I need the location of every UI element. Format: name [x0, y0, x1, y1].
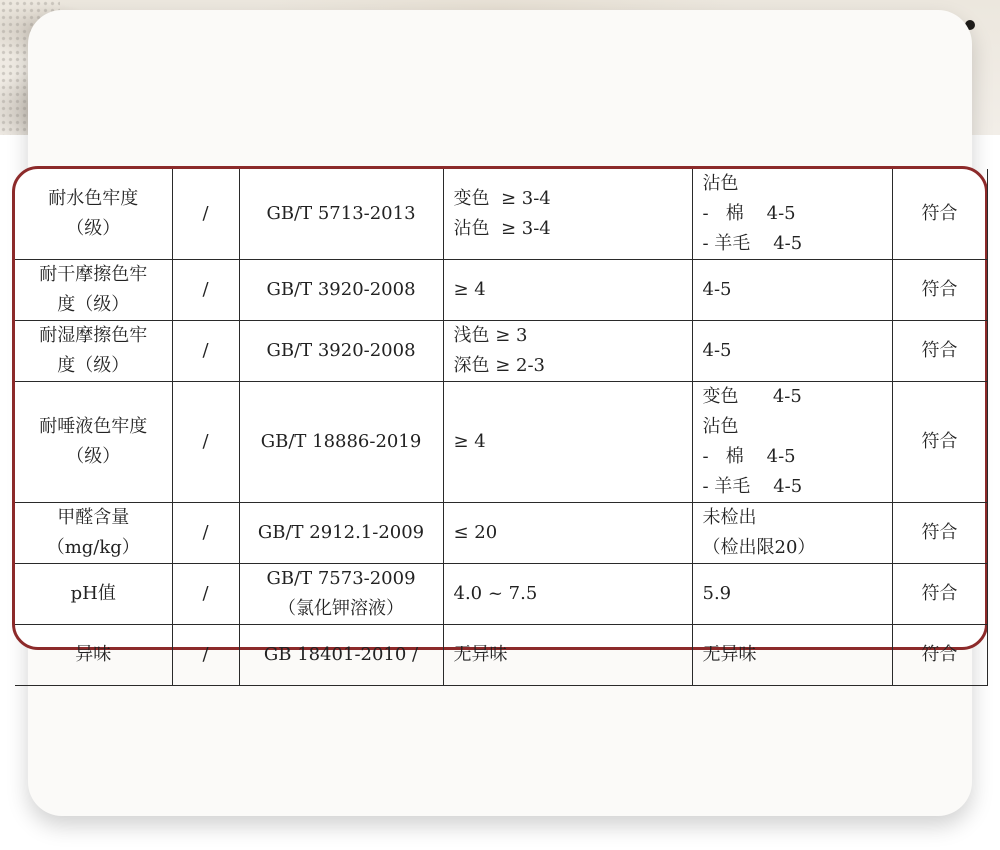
cell-unit-line: / — [202, 431, 209, 452]
cell-standard — [239, 260, 443, 321]
cell-test-item — [15, 382, 172, 503]
cell-standard-line: GB/T 3920-2008 — [266, 279, 416, 300]
cell-test-item-line: 甲醛含量 — [57, 507, 130, 528]
cell-requirement-line: ≥ 4 — [453, 279, 486, 300]
cell-test-item-line: 耐湿摩擦色牢 — [39, 325, 148, 346]
test-report-table-frame — [12, 166, 988, 665]
cell-unit — [172, 260, 239, 321]
cell-standard-line: GB/T 5713-2013 — [266, 203, 416, 224]
cell-result-line: - 棉 4-5 — [702, 203, 796, 224]
test-report-table — [15, 169, 988, 686]
cell-verdict — [892, 382, 987, 503]
cell-result — [692, 169, 892, 260]
cell-result-line: 4-5 — [702, 340, 732, 361]
cell-unit — [172, 169, 239, 260]
cell-requirement-line: 变色 ≥ 3-4 — [453, 188, 551, 209]
cell-verdict-line: 符合 — [921, 583, 958, 604]
table-row — [15, 321, 987, 382]
table-row — [15, 260, 987, 321]
cell-verdict-line: 符合 — [921, 340, 958, 361]
cell-test-item-line: pH值 — [70, 583, 116, 604]
cell-unit-line: / — [202, 644, 209, 665]
cell-requirement-line: 浅色 ≥ 3 — [453, 325, 528, 346]
cell-result-line: 沾色 — [702, 173, 739, 194]
cell-standard — [239, 321, 443, 382]
cell-result-line: 无异味 — [702, 644, 757, 665]
cell-test-item-line: （级） — [66, 218, 121, 239]
cell-requirement — [443, 564, 692, 625]
cell-unit-line: / — [202, 203, 209, 224]
cell-result-line: 5.9 — [702, 583, 732, 604]
cell-test-item-line: （mg/kg） — [46, 537, 140, 558]
table-row — [15, 169, 987, 260]
cell-standard — [239, 169, 443, 260]
cell-requirement-line: 无异味 — [453, 644, 508, 665]
cell-result-line: 未检出 — [702, 507, 757, 528]
cell-test-item-line: 耐干摩擦色牢 — [39, 264, 148, 285]
cell-requirement-line: ≥ 4 — [453, 431, 486, 452]
cell-requirement-line: 深色 ≥ 2-3 — [453, 355, 546, 376]
cell-unit — [172, 625, 239, 686]
cell-test-item — [15, 260, 172, 321]
cell-result — [692, 503, 892, 564]
cell-standard-line: GB/T 3920-2008 — [266, 340, 416, 361]
table-row — [15, 503, 987, 564]
cell-unit-line: / — [202, 279, 209, 300]
cell-verdict-line: 符合 — [921, 203, 958, 224]
cell-requirement — [443, 260, 692, 321]
cell-verdict — [892, 625, 987, 686]
cell-result-line: - 羊毛 4-5 — [702, 476, 803, 497]
cell-standard-line: GB/T 18886-2019 — [260, 431, 422, 452]
cell-requirement — [443, 503, 692, 564]
cell-requirement-line: 沾色 ≥ 3-4 — [453, 218, 551, 239]
cell-test-item-line: 耐水色牢度 — [48, 188, 139, 209]
cell-standard — [239, 382, 443, 503]
cell-verdict-line: 符合 — [921, 279, 958, 300]
cell-test-item-line: 异味 — [75, 644, 112, 665]
cell-verdict-line: 符合 — [921, 644, 958, 665]
cell-standard — [239, 503, 443, 564]
cell-standard-line: GB/T 7573-2009 — [266, 568, 416, 589]
cell-test-item-line: （级） — [66, 446, 121, 467]
cell-test-item — [15, 564, 172, 625]
cell-standard — [239, 564, 443, 625]
cell-test-item — [15, 169, 172, 260]
cell-verdict — [892, 321, 987, 382]
cell-standard-line: GB 18401-2010 / — [263, 644, 419, 665]
table-row — [15, 564, 987, 625]
cell-test-item — [15, 503, 172, 564]
cell-result-line: （检出限20） — [702, 537, 816, 558]
cell-verdict — [892, 564, 987, 625]
cell-standard — [239, 625, 443, 686]
cell-result-line: 4-5 — [702, 279, 732, 300]
cell-requirement — [443, 625, 692, 686]
cell-standard-line: （氯化钾溶液） — [278, 598, 404, 619]
cell-requirement — [443, 169, 692, 260]
cell-requirement-line: 4.0 ~ 7.5 — [453, 583, 538, 604]
cell-unit — [172, 382, 239, 503]
cell-test-item-line: 耐唾液色牢度 — [39, 416, 148, 437]
cell-result-line: - 羊毛 4-5 — [702, 233, 803, 254]
cell-unit-line: / — [202, 583, 209, 604]
cell-requirement — [443, 321, 692, 382]
cell-test-item — [15, 625, 172, 686]
cell-unit-line: / — [202, 522, 209, 543]
cell-test-item-line: 度（级） — [57, 355, 130, 376]
cell-unit — [172, 503, 239, 564]
cell-standard-line: GB/T 2912.1-2009 — [257, 522, 425, 543]
table-row — [15, 382, 987, 503]
cell-result — [692, 260, 892, 321]
cell-result-line: 沾色 — [702, 416, 739, 437]
cell-unit — [172, 321, 239, 382]
table-body — [15, 169, 987, 686]
cell-unit — [172, 564, 239, 625]
cell-result-line: 变色 4-5 — [702, 386, 802, 407]
cell-result — [692, 564, 892, 625]
table-row — [15, 625, 987, 686]
cell-test-item-line: 度（级） — [57, 294, 130, 315]
cell-unit-line: / — [202, 340, 209, 361]
cell-result — [692, 382, 892, 503]
cell-test-item — [15, 321, 172, 382]
cell-result-line: - 棉 4-5 — [702, 446, 796, 467]
cell-verdict-line: 符合 — [921, 522, 958, 543]
cell-verdict-line: 符合 — [921, 431, 958, 452]
cell-verdict — [892, 169, 987, 260]
cell-requirement-line: ≤ 20 — [453, 522, 498, 543]
cell-result — [692, 321, 892, 382]
cell-verdict — [892, 503, 987, 564]
cell-verdict — [892, 260, 987, 321]
cell-requirement — [443, 382, 692, 503]
cell-result — [692, 625, 892, 686]
